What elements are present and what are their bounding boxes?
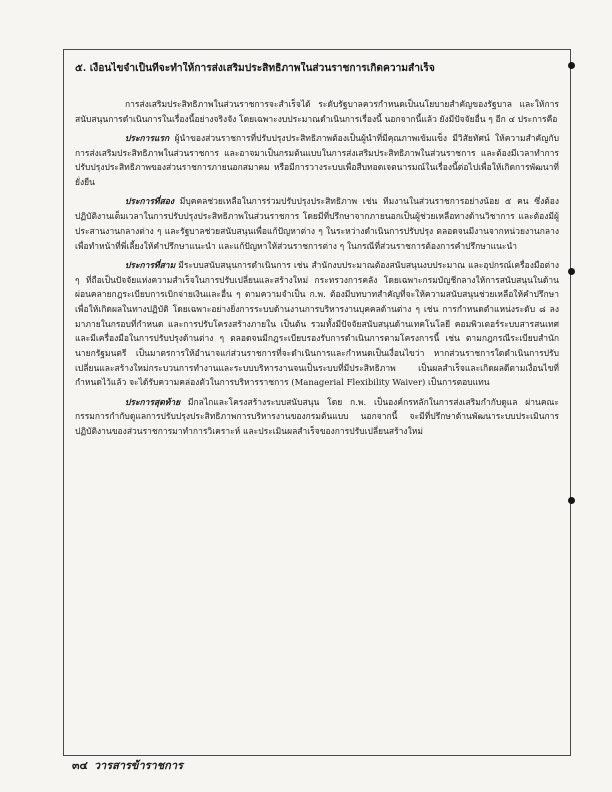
binder-hole — [568, 62, 575, 69]
binder-hole — [568, 268, 575, 275]
paragraph-text: มีกลไกและโครงสร้างระบบสนับสนุน โดย ก.พ. เป็นองค์กรหลักในการส่งเสริมกำกับดูแล ผ่านคณะกรรมการกำกับดูแลการปรับปรุงประสิทธิภาพการบริหารงานของกรมต้นแบบ นอกจากนี้ จะมีที่ปรึกษาด้านพัฒนาระบบประเมินการปฏิบัติงานของส่วนราชการมาทำการวิเคราะห์ และประเมินผลสำเร็จของการปรับเปลี่ยนสร้างใหม่ — [75, 397, 560, 438]
paragraph-text: มีบุคคลช่วยเหลือในการร่วมปรับปรุงประสิทธิภาพ เช่น ทีมงานในส่วนราชการอย่างน้อย ๕ คน ซึ่งต้องปฏิบัติงานเต็มเวลาในการปรับปรุงประสิทธิภาพในส่วนราชการ โดยมีที่ปรึกษาจากภายนอกเป็นผู้ช่วยเหลือทางด้านวิชาการ และต้องมีผู้ประสานงานกลางต่าง ๆ และรัฐบาลช่วยสนับสนุนเพื่อแก้ปัญหาต่าง ๆ ในระหว่างดำเนินการปรับปรุง ตลอดจนมีงานจากหน่วยงานกลางเพื่อทำหน้าที่พี่เลี้ยงให้คำปรึกษาแนะนำ และแก้ปัญหาให้ส่วนราชการต่าง ๆ ในกรณีที่ส่วนราชการต้องการคำปรึกษาแนะนำ — [75, 197, 559, 252]
factor-term: ประการแรก — [125, 134, 170, 144]
paragraph-text: ผู้นำของส่วนราชการที่ปรับปรุงประสิทธิภาพต้องเป็นผู้นำที่มีคุณภาพเข้มแข็ง มีวิสัยทัศน์ ให้ความสำคัญกับการส่งเสริมประสิทธิภาพในส่วนราชการ และอาจมาเป็นกรมต้นแบบในการส่งเสริมประสิทธิภาพในส่วนราชการ และต้องมีเวลาทำการปรับปรุงประสิทธิภาพของส่วนราชการภายนอกสมาคม หรือมีการวางระบบเพื่อสืบทอดเจตนารมณ์ในเรื่องนี้ต่อไปเพื่อให้เกิดการพัฒนาที่ยั่งยืน — [75, 134, 560, 189]
intro-paragraph — [75, 98, 559, 127]
body-text — [75, 98, 559, 444]
paragraph-text: การส่งเสริมประสิทธิภาพในส่วนราชการจะสำเร็จได้ ระดับรัฐบาลควรกำหนดเป็นนโยบายสำคัญของรัฐบาล และให้การสนับสนุนการดำเนินการในเรื่องนี้อย่างจริงจัง โดยเฉพาะงบประมาณดำเนินการเรื่องนี้ นอกจากนี้แล้ว ยังมีปัจจัยอื่น ๆ อีก ๔ ประการคือ — [75, 100, 559, 125]
paragraph-text: มีระบบสนับสนุนการดำเนินการ เช่น สำนักงบประมาณต้องสนับสนุนงบประมาณ และอุปกรณ์เครื่องมือต่าง ๆ ที่ถือเป็นปัจจัยแห่งความสำเร็จในการปรับเปลี่ยนและสร้างใหม่ กระทรวงการคลัง โดยเฉพาะกรมบัญชีกลางให้การสนับสนุนในด้านผ่อนคลายกฎระเบียบการเบิกจ่ายเงินและอื่น ๆ ตามความจำเป็น ก.พ. ต้องมีบทบาทสำคัญที่จะให้ความสนับสนุนช่วยเหลือให้คำปรึกษา เพื่อให้เกิดผลในทางปฏิบัติ โดยเฉพาะอย่างยิ่งการระบบด้านงานการบริหารงานบุคคลด้านต่าง ๆ เช่น การกำหนดตำแหน่งระดับ ๘ ลงมาภายในกรอบที่กำหนด และการปรับโครงสร้างภายใน เป็นต้น รวมทั้งมีปัจจัยสนับสนุนด้านเทคโนโลยี คอมพิวเตอร์ระบบสารสนเทศ และมีเครื่องมือในการปรับปรุงด้านต่าง ๆ ตลอดจนมีกฎระเบียบรองรับการดำเนินการตามโครงการนี้ เช่น ตามกฎกรณีระเบียบสำนักนายกรัฐมนตรี เป็นมาตรการให้อำนาจแก่ส่วนราชการที่จะดำเนินการและกำหนดเป็นเงื่อนไขว่า หากส่วนราชการใดดำเนินการปรับเปลี่ยนและสร้างใหม่กระบวนการทำงานและระบบบริหารงานจนเป็นระบบที่มีประสิทธิภาพ เป็นผลสำเร็จและเกิดผลดีตามเงื่อนไขที่กำหนดไว้แล้ว จะได้รับความคล่องตัวในการบริหารราชการ (Managerial Flexibility Waiver) เป็นการตอบแทน — [75, 260, 560, 389]
page-footer — [72, 756, 272, 774]
factor-term: ประการที่สอง — [125, 197, 175, 208]
factor-paragraph-last — [75, 396, 559, 440]
factor-term: ประการสุดท้าย — [125, 397, 181, 408]
factor-paragraph-third — [75, 259, 559, 391]
binder-hole — [568, 497, 575, 504]
page-number: ๓๔ — [72, 759, 88, 772]
publication-name: วารสารข้าราชการ — [93, 759, 183, 772]
factor-paragraph-first — [75, 132, 559, 191]
section-heading: ๕. เงื่อนไขจำเป็นที่จะทำให้การส่งเสริมประสิทธิภาพในส่วนราชการเกิดความสำเร็จ — [75, 62, 435, 74]
factor-paragraph-second — [75, 195, 559, 254]
factor-term: ประการที่สาม — [125, 260, 176, 271]
